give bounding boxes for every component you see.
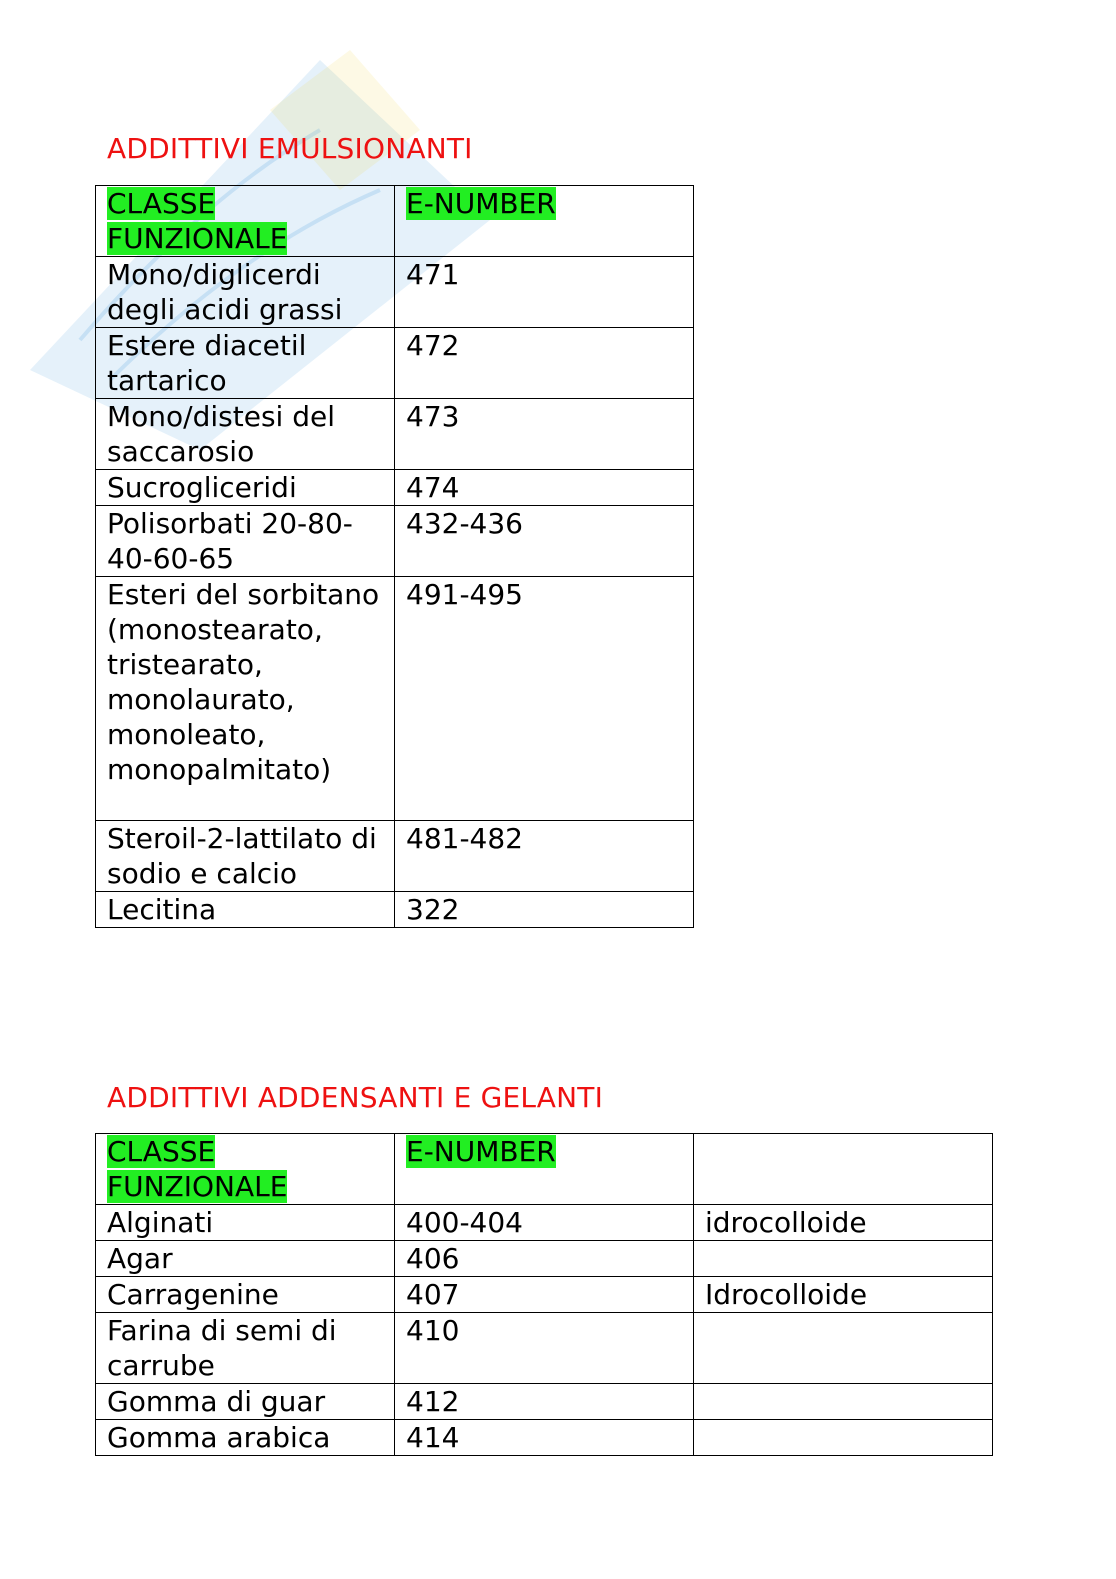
classe-cell: Lecitina — [96, 892, 395, 928]
table-header-row — [96, 1134, 993, 1205]
e-number-cell: 432-436 — [395, 506, 694, 577]
note-cell — [694, 1313, 993, 1384]
table-row — [96, 257, 694, 328]
header-cell-empty — [694, 1134, 993, 1205]
header-cell — [96, 1134, 395, 1205]
classe-cell: Gomma arabica — [96, 1420, 395, 1456]
e-number-cell: 410 — [395, 1313, 694, 1384]
classe-cell: Agar — [96, 1241, 395, 1277]
e-number-cell: 472 — [395, 328, 694, 399]
section-title-emulsionanti: ADDITTIVI EMULSIONANTI — [107, 132, 473, 165]
section-title-addensanti: ADDITTIVI ADDENSANTI E GELANTI — [107, 1081, 604, 1114]
note-cell: Idrocolloide — [694, 1277, 993, 1313]
table-row — [96, 1420, 993, 1456]
header-cell — [96, 186, 395, 257]
classe-cell: Polisorbati 20-80-40-60-65 — [96, 506, 395, 577]
classe-cell: Estere diacetil tartarico — [96, 328, 395, 399]
table-row — [96, 577, 694, 821]
classe-cell: Esteri del sorbitano (monostearato, tristearato, monolaurato, monoleato, monopalmitato) — [96, 577, 395, 821]
e-number-cell: 481-482 — [395, 821, 694, 892]
table-header-row — [96, 186, 694, 257]
emulsionanti-table — [95, 185, 694, 928]
table-row — [96, 328, 694, 399]
classe-cell: Sucrogliceridi — [96, 470, 395, 506]
note-cell — [694, 1420, 993, 1456]
table-row — [96, 892, 694, 928]
e-number-cell: 407 — [395, 1277, 694, 1313]
classe-cell: Gomma di guar — [96, 1384, 395, 1420]
table-row — [96, 399, 694, 470]
header-classe-funzionale: CLASSE — [107, 1135, 216, 1168]
e-number-cell: 322 — [395, 892, 694, 928]
e-number-cell: 412 — [395, 1384, 694, 1420]
e-number-cell: 400-404 — [395, 1205, 694, 1241]
e-number-cell: 414 — [395, 1420, 694, 1456]
e-number-cell: 491-495 — [395, 577, 694, 821]
header-classe-funzionale-line2: FUNZIONALE — [107, 1170, 288, 1203]
header-classe-funzionale: CLASSE — [107, 187, 216, 220]
e-number-cell: 471 — [395, 257, 694, 328]
e-number-cell: 406 — [395, 1241, 694, 1277]
header-cell — [395, 1134, 694, 1205]
classe-cell: Carragenine — [96, 1277, 395, 1313]
table-row — [96, 1241, 993, 1277]
header-e-number: E-NUMBER — [406, 1135, 556, 1168]
note-cell — [694, 1241, 993, 1277]
classe-cell: Mono/distesi del saccarosio — [96, 399, 395, 470]
table-row — [96, 1384, 993, 1420]
note-cell — [694, 1384, 993, 1420]
table-row — [96, 1277, 993, 1313]
e-number-cell: 474 — [395, 470, 694, 506]
table-row — [96, 506, 694, 577]
classe-cell: Farina di semi di carrube — [96, 1313, 395, 1384]
table-row — [96, 1313, 993, 1384]
table-row — [96, 821, 694, 892]
note-cell: idrocolloide — [694, 1205, 993, 1241]
classe-cell: Mono/diglicerdi degli acidi grassi — [96, 257, 395, 328]
classe-cell: Alginati — [96, 1205, 395, 1241]
table-row — [96, 470, 694, 506]
addensanti-table — [95, 1133, 993, 1456]
header-e-number: E-NUMBER — [406, 187, 556, 220]
header-cell — [395, 186, 694, 257]
header-classe-funzionale-line2: FUNZIONALE — [107, 222, 288, 255]
classe-cell: Steroil-2-lattilato di sodio e calcio — [96, 821, 395, 892]
e-number-cell: 473 — [395, 399, 694, 470]
table-row — [96, 1205, 993, 1241]
